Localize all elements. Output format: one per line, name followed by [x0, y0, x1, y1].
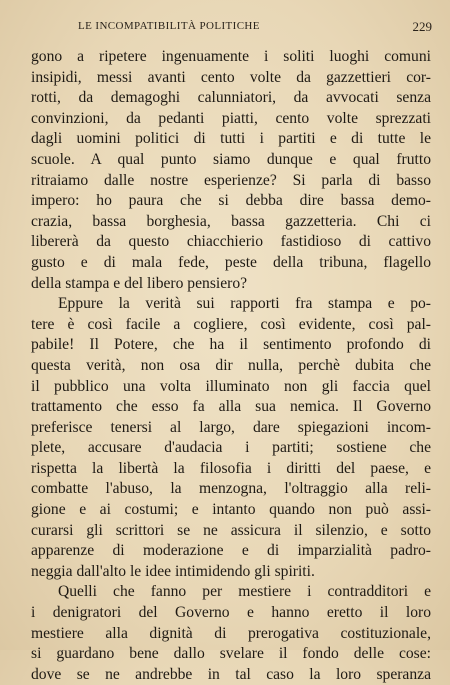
text-line: crazia, bassa borghesia, bassa gazzetteria. Chi ci: [31, 212, 431, 230]
text-line: gusto e di mala fede, peste della tribuna, flagello: [31, 253, 431, 271]
text-line: pabile! Il Potere, che ha il sentimento profondo di: [31, 336, 431, 354]
text-line: dagli uomini politici di tutti i partiti e di tutte le: [31, 130, 431, 148]
text-line: libererà da questo chiacchierio fastidioso di cattivo: [31, 233, 431, 251]
text-line: il pubblico una volta illuminato non gli faccia quel: [31, 377, 431, 395]
text-line: ritraiamo dalle nostre esperienze? Si parla di basso: [31, 171, 431, 189]
text-line: scuole. A qual punto siamo dunque e qual frutto: [31, 150, 431, 168]
text-line: tere è così facile a cogliere, così evidente, così pal-: [31, 315, 431, 333]
text-line: si guardano bene dallo svelare il fondo delle cose:: [31, 645, 431, 663]
text-line: mestiere alla dignità di prerogativa costituzionale,: [31, 624, 431, 642]
text-line: della stampa e del libero pensiero?: [31, 274, 248, 292]
text-line: Eppure la verità sui rapporti fra stampa e po-: [58, 295, 431, 313]
text-line: insipidi, messi avanti cento volte da gazzettieri cor-: [31, 68, 431, 86]
text-line: neggia dall'alto le idee intimidendo gli spiriti.: [31, 562, 315, 580]
text-line: curarsi gli scrittori se ne assicura il silenzio, e sotto: [31, 521, 431, 539]
text-line: impero: ho paura che si debba dire bassa demo-: [31, 192, 431, 210]
text-line: rispetta la libertà la filosofia i diritti del paese, e: [31, 459, 431, 477]
text-line: gione e ai costumi; e intanto quando non può assi-: [31, 501, 431, 519]
page-number: 229: [412, 19, 432, 34]
running-head: [78, 20, 432, 36]
text-line: plete, accusare d'audacia i partiti; sostiene che: [31, 439, 431, 457]
text-line: rotti, da demagoghi calunniatori, da avvocati senza: [31, 89, 431, 107]
text-line: convinzioni, da pedanti piatti, cento volte sprezzati: [31, 109, 431, 127]
running-title: LE INCOMPATIBILITÀ POLITICHE: [78, 20, 260, 32]
text-line: combatte l'abuso, la menzogna, l'oltraggio alla reli-: [31, 480, 431, 498]
text-line: apparenze di moderazione e di imparzialità padro-: [31, 542, 431, 560]
text-line: i denigratori del Governo e hanno eretto il loro: [31, 604, 431, 622]
text-line: gono a ripetere ingenuamente i soliti luoghi comuni: [31, 48, 431, 65]
text-line: trattamento che esso fa alla sua nemica. Il Governo: [31, 398, 431, 416]
text-line: Quelli che fanno per mestiere i contradditori e: [58, 583, 431, 601]
text-line: preferisce tenersi al largo, dare spiegazioni incom-: [31, 418, 431, 436]
body-text: [31, 47, 431, 685]
text-line: questa verità, non osa dir nulla, perchè dubita che: [31, 356, 431, 374]
text-line: dove se ne andrebbe in tal caso la loro speranza: [31, 665, 431, 683]
